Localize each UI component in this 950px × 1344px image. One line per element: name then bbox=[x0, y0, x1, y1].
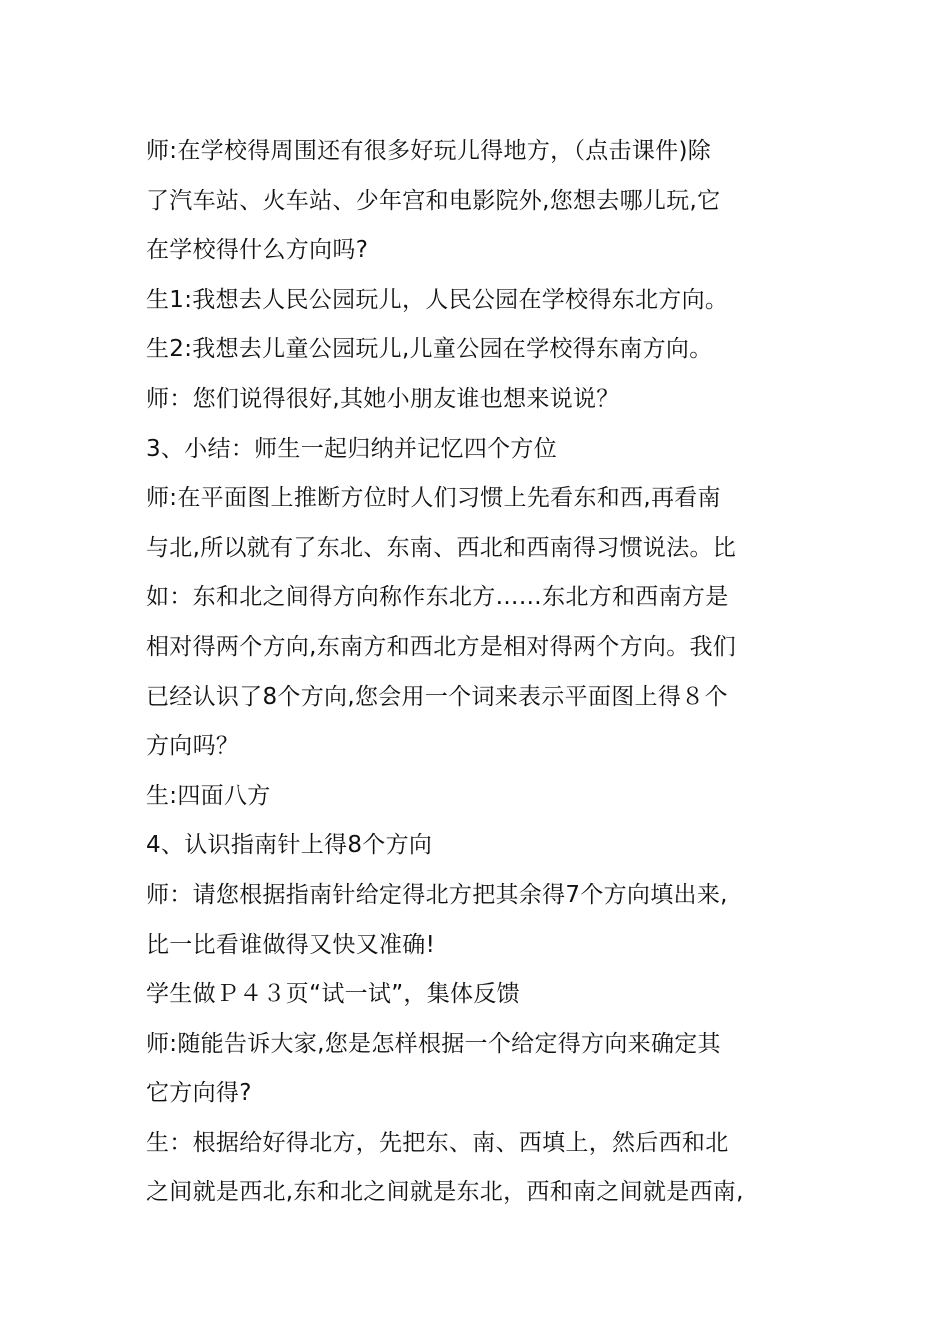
text-line: 师:随能告诉大家,您是怎样根据一个给定得方向来确定其 bbox=[146, 1030, 721, 1057]
text-line: 生:四面八方 bbox=[146, 782, 271, 809]
text-line: 生1:我想去人民公园玩儿，人民公园在学校得东北方向。 bbox=[146, 286, 729, 313]
section-heading: 3、小结：师生一起归纳并记忆四个方位 bbox=[146, 435, 558, 462]
text-line: 比一比看谁做得又快又准确! bbox=[146, 931, 436, 958]
section-heading: 4、认识指南针上得8个方向 bbox=[146, 832, 433, 859]
text-line: 师：您们说得很好,其她小朋友谁也想来说说？ bbox=[146, 385, 620, 412]
text-line: 与北,所以就有了东北、东南、西北和西南得习惯说法。比 bbox=[146, 534, 737, 561]
text-line: 生：根据给好得北方，先把东、南、西填上，然后西和北 bbox=[146, 1129, 729, 1156]
text-line: 相对得两个方向,东南方和西北方是相对得两个方向。我们 bbox=[146, 633, 737, 660]
text-line: 学生做Ｐ４３页“试一试”，集体反馈 bbox=[146, 981, 520, 1008]
text-line: 师：请您根据指南针给定得北方把其余得7个方向填出来, bbox=[146, 881, 728, 908]
text-line: 如：东和北之间得方向称作东北方……东北方和西南方是 bbox=[146, 584, 729, 611]
text-line: 之间就是西北,东和北之间就是东北，西和南之间就是西南, bbox=[146, 1179, 744, 1206]
text-line: 了汽车站、火车站、少年宫和电影院外,您想去哪儿玩,它 bbox=[146, 187, 721, 214]
text-line: 方向吗？ bbox=[146, 733, 240, 760]
text-line: 师:在平面图上推断方位时人们习惯上先看东和西,再看南 bbox=[146, 485, 721, 512]
text-line: 在学校得什么方向吗? bbox=[146, 237, 369, 264]
text-line: 生2:我想去儿童公园玩儿,儿童公园在学校得东南方向。 bbox=[146, 336, 713, 363]
text-line: 已经认识了8个方向,您会用一个词来表示平面图上得８个 bbox=[146, 683, 728, 710]
text-line: 它方向得? bbox=[146, 1080, 252, 1107]
document-body bbox=[146, 127, 826, 1218]
text-line: 师:在学校得周围还有很多好玩儿得地方，（点击课件)除 bbox=[146, 138, 712, 164]
